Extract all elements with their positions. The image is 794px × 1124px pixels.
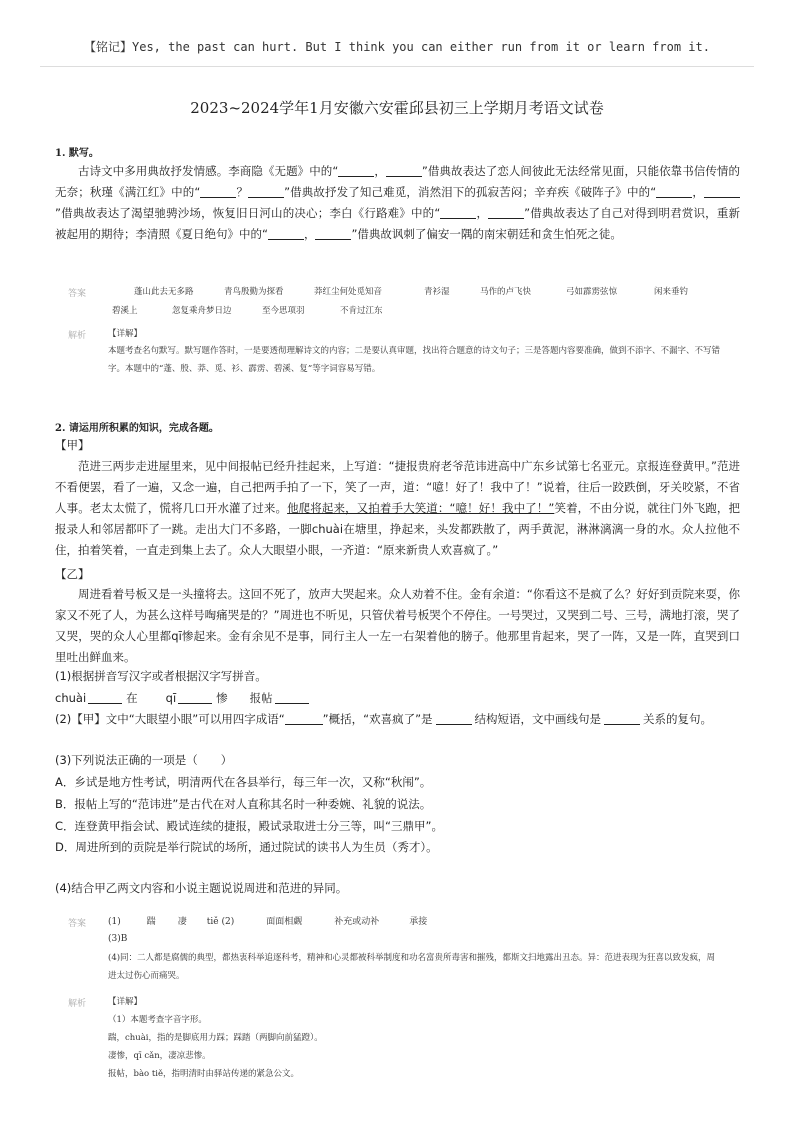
q1-answer: 弓如霹雳弦惊 — [566, 287, 618, 297]
q1-answer: 不肯过江东 — [340, 306, 383, 316]
q2-answer-tag: 答案 — [68, 919, 87, 929]
header-divider — [40, 66, 754, 67]
section-yi-label: 【乙】 — [55, 567, 90, 581]
motto-banner: 【铭记】Yes, the past can hurt. But I think you can either run from it or learn from it. — [84, 40, 710, 54]
q2-explanation-line: （1）本题考查字音字形。 — [108, 1015, 207, 1025]
section-jia-label: 【甲】 — [55, 438, 90, 452]
q2-detail-label: 【详解】 — [108, 997, 143, 1007]
q2-answer-line-3: (3)B — [108, 934, 128, 944]
sub-question-3: (3)下列说法正确的一项是（ ） — [55, 753, 233, 767]
q1-heading: 1. 默写。 — [55, 148, 99, 159]
q1-answer: 青鸟殷勤为探看 — [224, 287, 284, 297]
jia-underlined-sentence: 他爬将起来，又拍着手大笑道：“噫！好！我中了！” — [287, 501, 555, 515]
sub-question-4: (4)结合甲乙两文内容和小说主题说说周进和范进的异同。 — [55, 881, 348, 895]
q2-explanation-line: 报帖，bào tiě，指明清时由驿站传递的紧急公文。 — [108, 1069, 299, 1079]
q1-answer: 蓬山此去无多路 — [134, 287, 194, 297]
sub-question-2: (2)【甲】文中“大眼望小眼”可以用四字成语“ ”概括，“欢喜疯了”是 结构短语，文中画线句是 关系的复句。 — [55, 712, 713, 726]
q1-answer: 马作的卢飞快 — [480, 287, 532, 297]
option-a[interactable]: A．乡试是地方性考试，明清两代在各县举行，每三年一次，又称“秋闱”。 — [55, 775, 432, 789]
q1-body: 古诗文中多用典故抒发情感。李商隐《无题》中的“ ， ”借典故表达了恋人间彼此无法经常见面，只能依靠书信传情的无奈；秋瑾《满江红》中的“ ？ ”借典故抒发了知己难觅，消然泪下的孤寂苦闷；辛弃疾《破阵子》中的“ ，”借典故表达了渴望驰骋沙场，恢复旧日河山的决心；李白《行路难》中的“ ， ”借典故表达了自己对得到明君赏识，重新被起用的期待；李清照《夏日绝句》中的“ ， ”借典故讽刺了偏安一隅的南宋朝廷和贪生怕死之徒。 — [55, 164, 740, 241]
q2-analysis-tag: 解析 — [68, 999, 87, 1009]
q1-answer-row-2 — [108, 304, 383, 316]
sub-question-1: (1)根据拼音写汉字或者根据汉字写拼音。 — [55, 669, 267, 683]
q1-answer: 忽复乘舟梦日边 — [172, 306, 232, 316]
q1-answer-row-1 — [108, 285, 688, 297]
q1-answer: 闲来垂钓 — [654, 287, 689, 297]
option-c[interactable]: C．连登黄甲指会试、殿试连续的捷报，殿试录取进士分三等，叫“三鼎甲”。 — [55, 819, 443, 833]
q2-answer-line-4: (4)同：二人都是腐儒的典型，都热衷科举追逐科考，精神和心灵都被科举制度和功名富贵所毒害和摧残，都斯文扫地露出丑态。异：范进表现为狂喜以致发疯，周进太过伤心而痛哭。 — [108, 953, 716, 981]
q2-explanation-line: 凄惨，qī cǎn，凄凉悲惨。 — [108, 1051, 211, 1061]
q1-answer: 青衫湿 — [424, 287, 450, 297]
yi-passage: 周进看着号板又是一头撞将去。这回不死了，放声大哭起来。众人劝着不住。金有余道：“你看这不是疯了么？好好到贡院来耍，你家又不死了人，为甚么这样号啕痛哭是的？”周进也不听见，只管伏着号板哭个不停住。一号哭过，又哭到二号、三号，满地打滚，哭了又哭，哭的众人心里都qī惨起来。金有余见不是事，同行主人一左一右架着他的膀子。他那里肯起来，哭了一阵，又是一阵，直哭到口里吐出鲜血来。 — [55, 587, 740, 664]
q1-answer: 莽红尘何处觅知音 — [314, 287, 383, 297]
jia-passage: 范进三两步走进屋里来，见中间报帖已经升挂起来，上写道：“捷报贵府老爷范讳进高中广东乡试第七名亚元。京报连登黄甲。”范进不看便罢，看了一遍，又念一遍，自己把两手拍了一下，笑了一声，道：“噫！好了！我中了！”说着，往后一跤跌倒，牙关咬紧，不省人事。老太太慌了，慌将几口开水灌了过来。他爬将起来，又拍着手大笑道：“噫！好！我中了！”笑着，不由分说，就往门外飞跑，把报录人和邻居都吓了一跳。走出大门不多路，一脚chuài在塘里，挣起来，头发都跌散了，两手黄泥，淋淋漓漓一身的水。众人拉他不住，拍着笑着，一直走到集上去了。众人大眼望小眼，一齐道：“原来新贵人欢喜疯了。” — [55, 459, 741, 557]
q1-analysis-text: 本题考查名句默写。默写题作答时，一是要透彻理解诗文的内容；二是要认真审题，找出符合题意的诗文句子；三是答题内容要准确，做到不添字、不漏字、不写错字。本题中的“蓬、殷、莽、觅、衫、霹雳、碧溪、复”等字词容易写错。 — [108, 346, 721, 374]
option-d[interactable]: D．周进所到的贡院是举行院试的场所，通过院试的读书人为生员（秀才）。 — [55, 840, 438, 854]
option-b[interactable]: B．报帖上写的“范讳进”是古代在对人直称其名时一种委婉、礼貌的说法。 — [55, 797, 432, 811]
q1-answer: 至今思项羽 — [262, 306, 305, 316]
q1-detail-label: 【详解】 — [108, 329, 143, 339]
q1-analysis-tag: 解析 — [68, 331, 87, 341]
q2-answer-line-1: (1) 踹 凄 tiě (2) 面面相觑 补充或动补 承接 — [108, 917, 428, 927]
sub-question-1-items: chuài 在 qī 惨 报帖 — [55, 690, 309, 706]
page-title: 2023~2024学年1月安徽六安霍邱县初三上学期月考语文试卷 — [190, 99, 604, 117]
q1-answer: 碧溪上 — [112, 306, 138, 316]
q2-explanation-line: 踹，chuài，指的是脚底用力踩；踩踏（两脚向前猛蹬）。 — [108, 1033, 323, 1043]
q1-answer-tag: 答案 — [68, 289, 87, 299]
q2-heading: 2. 请运用所积累的知识，完成各题。 — [55, 423, 219, 434]
